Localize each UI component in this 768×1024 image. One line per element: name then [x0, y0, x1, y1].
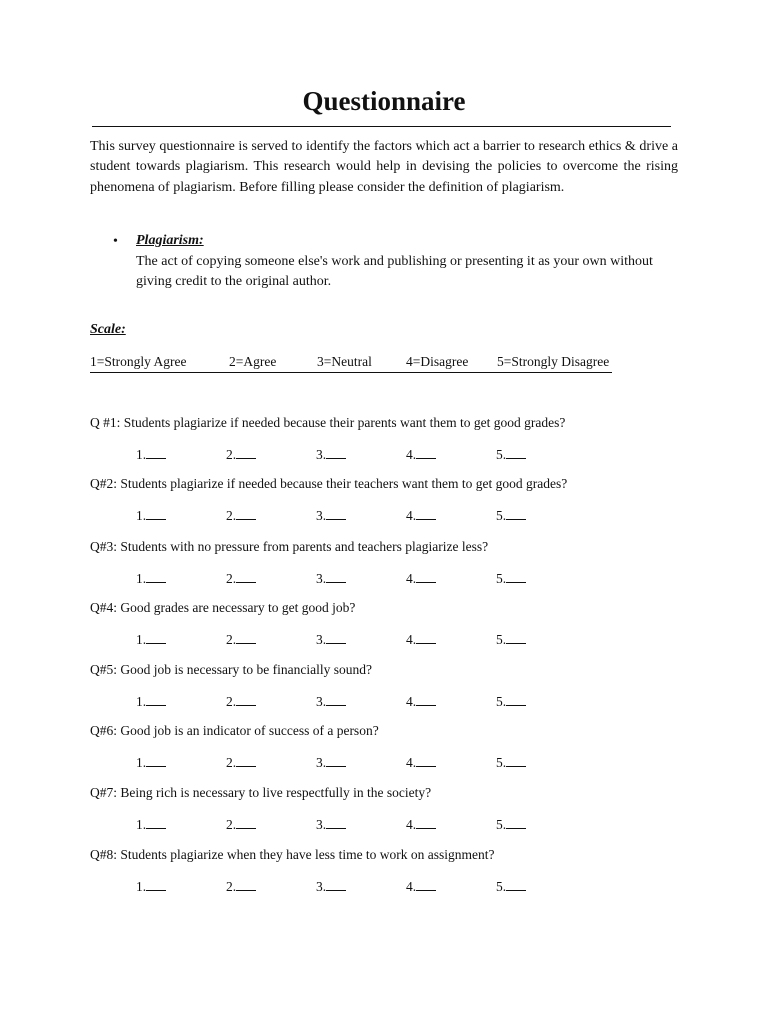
- scale-legend: [90, 354, 612, 373]
- definition-text: The act of copying someone else's work and publishing or presenting it as your own without giving credit to the original author.: [136, 254, 653, 289]
- answer-option[interactable]: [496, 507, 526, 524]
- answer-blank[interactable]: [326, 446, 346, 459]
- answer-option[interactable]: [226, 693, 256, 710]
- question-text: Q#5: Good job is necessary to be financially sound?: [90, 662, 372, 677]
- answer-blank[interactable]: [416, 878, 436, 891]
- question-text: Q#8: Students plagiarize when they have less time to work on assignment?: [90, 847, 495, 862]
- option-number: 2.: [226, 632, 237, 647]
- option-number: 1.: [136, 447, 147, 462]
- answer-blank[interactable]: [506, 507, 526, 520]
- title-underline: [92, 126, 671, 127]
- answer-option[interactable]: [136, 631, 166, 648]
- answer-blank[interactable]: [506, 754, 526, 767]
- option-number: 5.: [496, 571, 507, 586]
- answer-option[interactable]: [316, 446, 346, 463]
- answer-blank[interactable]: [506, 631, 526, 644]
- answer-blank[interactable]: [146, 754, 166, 767]
- answer-blank[interactable]: [236, 570, 256, 583]
- question-text: Q#6: Good job is an indicator of success of a person?: [90, 723, 379, 738]
- option-number: 3.: [316, 571, 327, 586]
- answer-blank[interactable]: [326, 816, 346, 829]
- option-number: 5.: [496, 879, 507, 894]
- answer-option[interactable]: [406, 693, 436, 710]
- answer-option[interactable]: [136, 878, 166, 895]
- answer-blank[interactable]: [416, 631, 436, 644]
- option-number: 4.: [406, 694, 417, 709]
- page-title: Questionnaire: [302, 86, 466, 116]
- answer-blank[interactable]: [326, 570, 346, 583]
- option-number: 1.: [136, 817, 147, 832]
- answer-blank[interactable]: [416, 693, 436, 706]
- answer-option[interactable]: [316, 507, 346, 524]
- answer-option[interactable]: [496, 816, 526, 833]
- intro-paragraph: This survey questionnaire is served to identify the factors which act a barrier to research ethics & drive a student towards plagiarism. This research would help in devising the policies to overcome the rising phenomena of plagiarism. Before filling please consider the definition of plagiarism.: [90, 139, 678, 195]
- option-number: 1.: [136, 571, 147, 586]
- option-number: 2.: [226, 817, 237, 832]
- answer-blank[interactable]: [326, 754, 346, 767]
- answer-option[interactable]: [136, 693, 166, 710]
- answer-blank[interactable]: [416, 754, 436, 767]
- answer-blank[interactable]: [416, 570, 436, 583]
- answer-blank[interactable]: [506, 816, 526, 829]
- answer-blank[interactable]: [416, 446, 436, 459]
- option-number: 4.: [406, 755, 417, 770]
- option-number: 3.: [316, 632, 327, 647]
- scale-item: 1=Strongly Agree: [90, 354, 187, 369]
- definition-term: Plagiarism:: [136, 233, 204, 248]
- answer-option[interactable]: [496, 446, 526, 463]
- option-number: 3.: [316, 694, 327, 709]
- answer-blank[interactable]: [146, 570, 166, 583]
- answer-options: [0, 446, 768, 464]
- answer-option[interactable]: [316, 754, 346, 771]
- answer-blank[interactable]: [236, 878, 256, 891]
- answer-option[interactable]: [136, 816, 166, 833]
- answer-option[interactable]: [136, 446, 166, 463]
- answer-blank[interactable]: [506, 878, 526, 891]
- answer-blank[interactable]: [506, 570, 526, 583]
- question-text: Q#2: Students plagiarize if needed because their teachers want them to get good grades?: [90, 476, 568, 491]
- option-number: 5.: [496, 508, 507, 523]
- answer-blank[interactable]: [236, 693, 256, 706]
- option-number: 2.: [226, 694, 237, 709]
- answer-blank[interactable]: [236, 446, 256, 459]
- answer-option[interactable]: [316, 570, 346, 587]
- answer-option[interactable]: [226, 446, 256, 463]
- answer-option[interactable]: [316, 878, 346, 895]
- option-number: 4.: [406, 879, 417, 894]
- option-number: 1.: [136, 879, 147, 894]
- answer-options: [0, 754, 768, 772]
- option-number: 4.: [406, 571, 417, 586]
- answer-options: [0, 507, 768, 525]
- answer-option[interactable]: [226, 631, 256, 648]
- answer-option[interactable]: [316, 631, 346, 648]
- option-number: 5.: [496, 632, 507, 647]
- answer-option[interactable]: [316, 816, 346, 833]
- scale-heading: Scale:: [90, 322, 126, 337]
- answer-blank[interactable]: [236, 507, 256, 520]
- answer-option[interactable]: [136, 754, 166, 771]
- answer-options: [0, 693, 768, 711]
- question-text: Q#4: Good grades are necessary to get good job?: [90, 600, 356, 615]
- answer-option[interactable]: [406, 631, 436, 648]
- option-number: 2.: [226, 571, 237, 586]
- answer-option[interactable]: [406, 446, 436, 463]
- answer-blank[interactable]: [146, 878, 166, 891]
- answer-blank[interactable]: [146, 631, 166, 644]
- answer-blank[interactable]: [416, 507, 436, 520]
- answer-option[interactable]: [136, 507, 166, 524]
- answer-option[interactable]: [406, 570, 436, 587]
- answer-option[interactable]: [226, 816, 256, 833]
- question-text: Q #1: Students plagiarize if needed because their parents want them to get good grades?: [90, 415, 566, 430]
- option-number: 3.: [316, 755, 327, 770]
- option-number: 2.: [226, 447, 237, 462]
- scale-item: 3=Neutral: [317, 354, 372, 369]
- answer-blank[interactable]: [506, 446, 526, 459]
- answer-options: [0, 570, 768, 588]
- option-number: 5.: [496, 694, 507, 709]
- answer-blank[interactable]: [146, 446, 166, 459]
- option-number: 3.: [316, 879, 327, 894]
- answer-options: [0, 631, 768, 649]
- answer-option[interactable]: [226, 570, 256, 587]
- question-text: Q#3: Students with no pressure from parents and teachers plagiarize less?: [90, 539, 489, 554]
- answer-option[interactable]: [406, 507, 436, 524]
- answer-blank[interactable]: [506, 693, 526, 706]
- option-number: 4.: [406, 447, 417, 462]
- option-number: 4.: [406, 632, 417, 647]
- option-number: 3.: [316, 817, 327, 832]
- answer-blank[interactable]: [326, 507, 346, 520]
- answer-blank[interactable]: [236, 754, 256, 767]
- bullet-icon: •: [113, 234, 118, 249]
- answer-options: [0, 816, 768, 834]
- option-number: 3.: [316, 508, 327, 523]
- answer-blank[interactable]: [326, 878, 346, 891]
- answer-option[interactable]: [316, 693, 346, 710]
- answer-option[interactable]: [136, 570, 166, 587]
- answer-blank[interactable]: [146, 693, 166, 706]
- option-number: 5.: [496, 817, 507, 832]
- scale-item: 4=Disagree: [406, 354, 469, 369]
- answer-option[interactable]: [496, 570, 526, 587]
- answer-blank[interactable]: [146, 816, 166, 829]
- answer-blank[interactable]: [236, 816, 256, 829]
- option-number: 1.: [136, 694, 147, 709]
- answer-blank[interactable]: [416, 816, 436, 829]
- answer-option[interactable]: [406, 816, 436, 833]
- answer-blank[interactable]: [326, 693, 346, 706]
- answer-option[interactable]: [226, 754, 256, 771]
- option-number: 2.: [226, 879, 237, 894]
- option-number: 1.: [136, 632, 147, 647]
- option-number: 5.: [496, 755, 507, 770]
- option-number: 2.: [226, 508, 237, 523]
- answer-option[interactable]: [496, 878, 526, 895]
- answer-blank[interactable]: [326, 631, 346, 644]
- scale-item: 2=Agree: [229, 354, 277, 369]
- answer-blank[interactable]: [146, 507, 166, 520]
- answer-option[interactable]: [496, 754, 526, 771]
- answer-option[interactable]: [226, 507, 256, 524]
- question-text: Q#7: Being rich is necessary to live respectfully in the society?: [90, 785, 432, 800]
- option-number: 1.: [136, 508, 147, 523]
- answer-option[interactable]: [406, 878, 436, 895]
- answer-option[interactable]: [406, 754, 436, 771]
- answer-option[interactable]: [496, 693, 526, 710]
- option-number: 4.: [406, 817, 417, 832]
- option-number: 5.: [496, 447, 507, 462]
- option-number: 4.: [406, 508, 417, 523]
- answer-blank[interactable]: [236, 631, 256, 644]
- option-number: 1.: [136, 755, 147, 770]
- answer-option[interactable]: [226, 878, 256, 895]
- answer-option[interactable]: [496, 631, 526, 648]
- option-number: 2.: [226, 755, 237, 770]
- scale-item: 5=Strongly Disagree: [497, 354, 610, 369]
- option-number: 3.: [316, 447, 327, 462]
- answer-options: [0, 878, 768, 896]
